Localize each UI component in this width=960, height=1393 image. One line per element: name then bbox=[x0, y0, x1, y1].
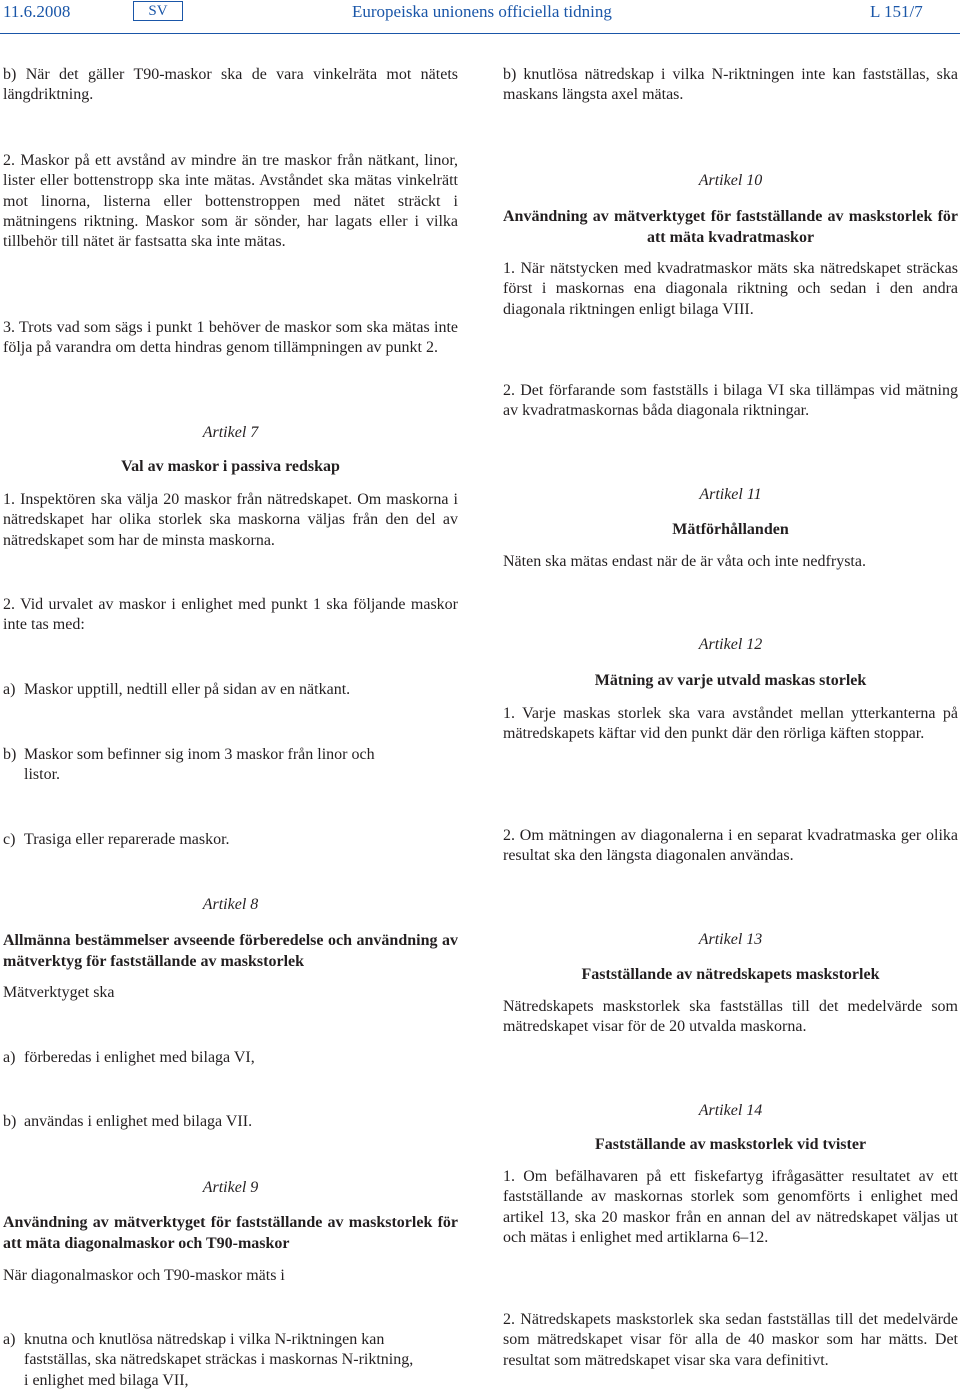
list-text: förberedas i enlighet med bilaga VI, bbox=[24, 1049, 255, 1066]
article-12-label: Artikel 12 bbox=[698, 636, 763, 653]
list-text-continued: i enlighet med bilaga VII, bbox=[24, 1371, 189, 1389]
article-7-item-a bbox=[3, 680, 458, 700]
list-label: a) bbox=[3, 1049, 16, 1066]
language-badge: SV bbox=[133, 1, 183, 21]
article-9-title: Användning av mätverktyget för fastställande av maskstorlek för att mäta diagonalmaskor och T90-maskor bbox=[3, 1214, 458, 1252]
article-14-title: Fastställande av maskstorlek vid tvister bbox=[594, 1136, 867, 1153]
list-text: knutna och knutlösa nätredskap i vilka N-riktningen kan bbox=[24, 1331, 385, 1348]
article-10-paragraph-2: 2. Det förfarande som fastställs i bilaga VI ska tillämpas vid mätning av kvadratmaskornas båda diagonala riktningar. bbox=[503, 382, 958, 420]
list-text-continued: fastställas, ska nätredskapet sträckas i maskornas N-riktning, bbox=[24, 1351, 414, 1369]
article-7-paragraph-2: 2. Vid urvalet av maskor i enlighet med punkt 1 ska följande maskor inte tas med: bbox=[3, 596, 458, 634]
page-number: L 151/7 bbox=[870, 2, 923, 21]
article-11-paragraph: Näten ska mätas endast när de är våta och inte nedfrysta. bbox=[503, 553, 866, 570]
article-11-title: Mätförhållanden bbox=[672, 521, 789, 538]
list-label: b) bbox=[3, 746, 17, 763]
list-text: användas i enlighet med bilaga VII. bbox=[24, 1113, 253, 1130]
article-8-item-a bbox=[3, 1048, 458, 1068]
header-date: 11.6.2008 bbox=[3, 2, 71, 21]
article-14-paragraph-2: 2. Nätredskapets maskstorlek ska sedan fastställas till det medelvärde som mätredskapet visar för alla de 40 maskor som har mätts. Det resultat som mätredskapet visar ska vara definitivt. bbox=[503, 1311, 958, 1369]
header-rule bbox=[0, 33, 960, 34]
list-label: b) bbox=[3, 1113, 17, 1130]
article-10-title: Användning av mätverktyget för fastställande av maskstorlek för att mäta kvadratmaskor bbox=[503, 208, 958, 246]
article-9-item-a bbox=[3, 1330, 458, 1391]
left-paragraph-2: 2. Maskor på ett avstånd av mindre än tre maskor från nätkant, linor, lister eller bottenstropp ska inte mätas. Avståndet ska mätas vinkelrätt mot linorna, listerna eller bottenstroppen med nätet sträckt i mätningens riktning. Maskor som är sönder, har lagats eller i vilka tillbehör till nätet är fastsatta ska inte mätas. bbox=[3, 152, 458, 251]
article-14-paragraph-1: 1. Om befälhavaren på ett fiskefartyg ifrågasätter resultatet av ett fastställande av maskornas storlek som genomförts i enlighet med artikel 13, ska 20 maskor från en annan del av nätredskapet väljas ut och mätas i enlighet med artiklarna 6–12. bbox=[503, 1168, 958, 1246]
list-text: Trasiga eller reparerade maskor. bbox=[24, 831, 230, 848]
article-7-label: Artikel 7 bbox=[202, 424, 259, 441]
article-10-label: Artikel 10 bbox=[698, 172, 763, 189]
article-9-intro: När diagonalmaskor och T90-maskor mäts i bbox=[3, 1267, 285, 1284]
article-10-paragraph-1: 1. När nätstycken med kvadratmaskor mäts ska nätredskapet sträckas först i maskornas ena diagonala riktning och sedan i den andra diagonala riktningen enligt bilaga VIII. bbox=[503, 260, 958, 318]
article-7-paragraph-1: 1. Inspektören ska välja 20 maskor från nätredskapet. Om maskorna i nätredskapet har olika storlek ska maskorna väljas från den del av nätredskapet som har de minsta maskorna. bbox=[3, 491, 458, 549]
article-8-intro: Mätverktyget ska bbox=[3, 984, 115, 1001]
list-text: Maskor upptill, nedtill eller på sidan av en nätkant. bbox=[24, 681, 351, 698]
list-text: Maskor som befinner sig inom 3 maskor från linor och bbox=[24, 746, 375, 763]
article-7-title: Val av maskor i passiva redskap bbox=[121, 458, 340, 475]
left-item-b: b) När det gäller T90-maskor ska de vara vinkelräta mot nätets längdriktning. bbox=[3, 66, 458, 104]
article-9-label: Artikel 9 bbox=[202, 1179, 259, 1196]
list-text-continued: listor. bbox=[24, 766, 61, 784]
article-11-label: Artikel 11 bbox=[699, 486, 762, 503]
article-13-paragraph: Nätredskapets maskstorlek ska fastställas till det medelvärde som mätredskapet visar för de 20 utvalda maskorna. bbox=[503, 998, 958, 1036]
list-label: c) bbox=[3, 831, 16, 848]
journal-title: Europeiska unionens officiella tidning bbox=[352, 2, 612, 21]
left-paragraph-3: 3. Trots vad som sägs i punkt 1 behöver de maskor som ska mätas inte följa på varandra om detta hindras genom tillämpningen av punkt 2. bbox=[3, 319, 458, 357]
article-12-paragraph-2: 2. Om mätningen av diagonalerna i en separat kvadratmaska ger olika resultat ska den längsta diagonalen användas. bbox=[503, 827, 958, 865]
article-8-title: Allmänna bestämmelser avseende förberedelse och användning av mätverktyg för fastställande av maskstorlek bbox=[3, 932, 458, 970]
article-12-title: Mätning av varje utvald maskas storlek bbox=[594, 672, 867, 689]
list-label: a) bbox=[3, 1331, 16, 1348]
article-7-item-c bbox=[3, 830, 458, 850]
list-label: a) bbox=[3, 681, 16, 698]
article-13-label: Artikel 13 bbox=[698, 931, 763, 948]
article-8-label: Artikel 8 bbox=[202, 896, 259, 913]
article-12-paragraph-1: 1. Varje maskas storlek ska vara avståndet mellan ytterkanterna på mätredskapets käftar vid den punkt där den rörliga käften stoppar. bbox=[503, 705, 958, 743]
article-8-item-b bbox=[3, 1112, 458, 1132]
article-13-title: Fastställande av nätredskapets maskstorlek bbox=[581, 966, 880, 983]
article-7-item-b bbox=[3, 745, 458, 786]
article-14-label: Artikel 14 bbox=[698, 1102, 763, 1119]
right-item-b: b) knutlösa nätredskap i vilka N-riktningen inte kan fastställas, ska maskans längsta axel mätas. bbox=[503, 66, 958, 104]
